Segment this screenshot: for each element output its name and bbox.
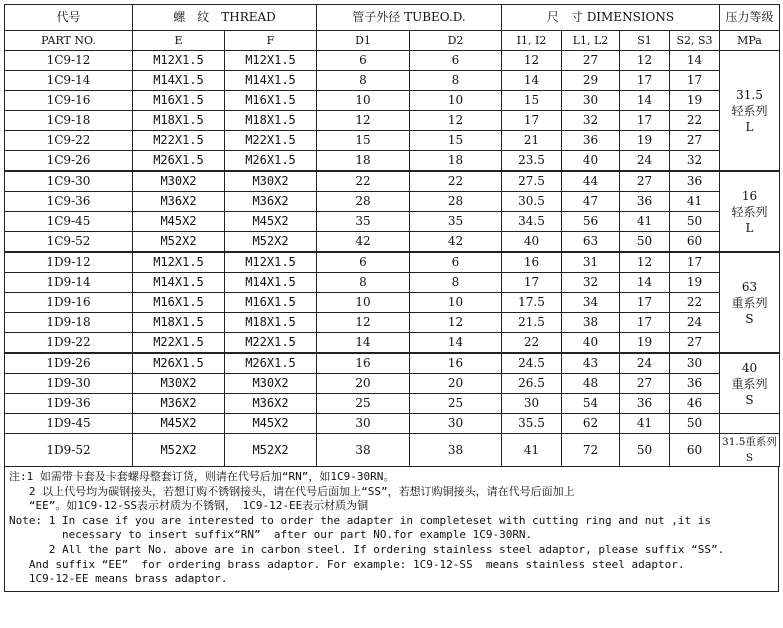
cell-tube-d2: 30 — [410, 414, 502, 434]
table-body — [5, 51, 780, 467]
cell-part-no: 1C9-14 — [5, 71, 133, 91]
cell-dim-i1-i2: 17 — [502, 111, 562, 131]
cell-tube-d1: 18 — [317, 151, 410, 172]
cell-tube-d2: 20 — [410, 374, 502, 394]
cell-dim-l1-l2: 40 — [562, 151, 620, 172]
spec-table — [4, 4, 780, 467]
cell-part-no: 1C9-16 — [5, 91, 133, 111]
cell-dim-l1-l2: 47 — [562, 192, 620, 212]
col-header-s1: S1 — [620, 31, 670, 51]
table-row — [5, 212, 780, 232]
cell-tube-d2: 6 — [410, 51, 502, 71]
cell-tube-d1: 6 — [317, 51, 410, 71]
table-row — [5, 51, 780, 71]
cell-part-no: 1D9-14 — [5, 273, 133, 293]
cell-dim-s2-s3: 50 — [670, 414, 720, 434]
cell-tube-d2: 25 — [410, 394, 502, 414]
cell-thread-f: M30X2 — [225, 171, 317, 192]
cell-thread-f: M45X2 — [225, 212, 317, 232]
cell-dim-s2-s3: 22 — [670, 293, 720, 313]
table-row — [5, 434, 780, 467]
cell-dim-l1-l2: 43 — [562, 353, 620, 374]
cell-dim-i1-i2: 23.5 — [502, 151, 562, 172]
pressure-group-line: S — [745, 311, 754, 326]
cell-part-no: 1C9-45 — [5, 212, 133, 232]
cell-dim-s1: 50 — [620, 232, 670, 253]
cell-tube-d2: 16 — [410, 353, 502, 374]
cell-part-no: 1C9-52 — [5, 232, 133, 253]
cell-thread-f: M12X1.5 — [225, 252, 317, 273]
cell-dim-s1: 17 — [620, 313, 670, 333]
cell-dim-s2-s3: 14 — [670, 51, 720, 71]
cell-tube-d2: 18 — [410, 151, 502, 172]
cell-dim-s1: 41 — [620, 212, 670, 232]
cell-dim-i1-i2: 15 — [502, 91, 562, 111]
cell-tube-d1: 14 — [317, 333, 410, 354]
table-row — [5, 414, 780, 434]
cell-thread-f: M26X1.5 — [225, 151, 317, 172]
table-row — [5, 313, 780, 333]
cell-thread-e: M45X2 — [133, 212, 225, 232]
cell-dim-l1-l2: 44 — [562, 171, 620, 192]
cell-part-no: 1D9-18 — [5, 313, 133, 333]
cell-dim-i1-i2: 26.5 — [502, 374, 562, 394]
pressure-group-cell — [720, 434, 780, 467]
cell-thread-e: M30X2 — [133, 171, 225, 192]
cell-tube-d1: 15 — [317, 131, 410, 151]
table-row — [5, 353, 780, 374]
cell-tube-d2: 10 — [410, 293, 502, 313]
cell-tube-d1: 12 — [317, 313, 410, 333]
cell-dim-s1: 41 — [620, 414, 670, 434]
col-header-code-en: PART NO. — [5, 31, 133, 51]
cell-tube-d1: 38 — [317, 434, 410, 467]
cell-dim-l1-l2: 72 — [562, 434, 620, 467]
cell-tube-d2: 10 — [410, 91, 502, 111]
cell-dim-s1: 27 — [620, 171, 670, 192]
note-line: 1C9-12-EE means brass adaptor. — [9, 572, 228, 586]
table-row — [5, 111, 780, 131]
spec-sheet — [4, 4, 779, 592]
cell-thread-e: M12X1.5 — [133, 51, 225, 71]
cell-dim-i1-i2: 34.5 — [502, 212, 562, 232]
cell-tube-d1: 28 — [317, 192, 410, 212]
table-row — [5, 91, 780, 111]
cell-dim-s2-s3: 50 — [670, 212, 720, 232]
col-header-s2-s3: S2, S3 — [670, 31, 720, 51]
cell-dim-i1-i2: 17 — [502, 273, 562, 293]
pressure-group-cell — [720, 252, 780, 353]
cell-dim-s1: 14 — [620, 273, 670, 293]
cell-dim-s2-s3: 19 — [670, 273, 720, 293]
cell-thread-e: M45X2 — [133, 414, 225, 434]
cell-dim-s2-s3: 41 — [670, 192, 720, 212]
pressure-group-line: 40 — [741, 360, 758, 375]
cell-thread-f: M16X1.5 — [225, 293, 317, 313]
cell-dim-s1: 27 — [620, 374, 670, 394]
cell-dim-i1-i2: 12 — [502, 51, 562, 71]
cell-dim-s2-s3: 36 — [670, 171, 720, 192]
col-header-i1-i2: I1, I2 — [502, 31, 562, 51]
note-line: necessary to insert suffix“RN” after our part NO.for example 1C9-30RN. — [9, 528, 533, 542]
cell-dim-i1-i2: 22 — [502, 333, 562, 354]
cell-tube-d1: 10 — [317, 293, 410, 313]
cell-dim-s1: 12 — [620, 51, 670, 71]
cell-dim-s2-s3: 60 — [670, 232, 720, 253]
cell-tube-d1: 8 — [317, 71, 410, 91]
cell-thread-e: M52X2 — [133, 434, 225, 467]
cell-dim-i1-i2: 27.5 — [502, 171, 562, 192]
table-row — [5, 131, 780, 151]
cell-tube-d2: 22 — [410, 171, 502, 192]
col-header-tube: 管子外径 TUBEO.D. — [317, 5, 502, 31]
pressure-group-line: L — [745, 220, 754, 235]
cell-tube-d2: 6 — [410, 252, 502, 273]
note-line: 注:1 如需带卡套及卡套螺母整套订货，则请在代号后加“RN”，如1C9-30RN。 — [9, 470, 395, 483]
header-row-2 — [5, 31, 780, 51]
table-row — [5, 192, 780, 212]
cell-dim-s2-s3: 19 — [670, 91, 720, 111]
pressure-group-cell — [720, 414, 780, 434]
cell-dim-l1-l2: 63 — [562, 232, 620, 253]
cell-thread-f: M14X1.5 — [225, 273, 317, 293]
cell-tube-d2: 38 — [410, 434, 502, 467]
cell-part-no: 1C9-22 — [5, 131, 133, 151]
cell-tube-d1: 25 — [317, 394, 410, 414]
cell-thread-f: M16X1.5 — [225, 91, 317, 111]
table-row — [5, 171, 780, 192]
table-row — [5, 232, 780, 253]
cell-thread-e: M16X1.5 — [133, 293, 225, 313]
pressure-group-cell — [720, 353, 780, 414]
cell-dim-s1: 12 — [620, 252, 670, 273]
note-line: 2 以上代号均为碳钢接头，若想订购不锈钢接头，请在代号后面加上“SS”，若想订购铜接头，请在代号后面加上 — [9, 484, 575, 498]
cell-part-no: 1C9-26 — [5, 151, 133, 172]
col-header-d2: D2 — [410, 31, 502, 51]
cell-dim-s1: 19 — [620, 131, 670, 151]
cell-tube-d1: 12 — [317, 111, 410, 131]
col-header-dimensions: 尺 寸 DIMENSIONS — [502, 5, 720, 31]
cell-tube-d1: 42 — [317, 232, 410, 253]
col-header-code-cn: 代号 — [5, 5, 133, 31]
cell-dim-s1: 19 — [620, 333, 670, 354]
cell-tube-d2: 15 — [410, 131, 502, 151]
cell-thread-e: M30X2 — [133, 374, 225, 394]
cell-dim-l1-l2: 56 — [562, 212, 620, 232]
cell-tube-d1: 35 — [317, 212, 410, 232]
cell-tube-d2: 42 — [410, 232, 502, 253]
cell-dim-l1-l2: 32 — [562, 111, 620, 131]
cell-dim-s1: 36 — [620, 394, 670, 414]
cell-tube-d2: 12 — [410, 111, 502, 131]
cell-dim-s1: 17 — [620, 111, 670, 131]
cell-thread-f: M18X1.5 — [225, 313, 317, 333]
cell-part-no: 1C9-36 — [5, 192, 133, 212]
col-header-d1: D1 — [317, 31, 410, 51]
col-header-thread: 螺 纹 THREAD — [133, 5, 317, 31]
pressure-group-line: 31.5重系列S — [722, 436, 777, 464]
cell-thread-e: M18X1.5 — [133, 111, 225, 131]
cell-tube-d2: 8 — [410, 273, 502, 293]
cell-dim-s1: 50 — [620, 434, 670, 467]
cell-part-no: 1D9-30 — [5, 374, 133, 394]
cell-tube-d1: 10 — [317, 91, 410, 111]
cell-dim-s2-s3: 32 — [670, 151, 720, 172]
cell-thread-e: M52X2 — [133, 232, 225, 253]
pressure-group-line: 重系列 — [731, 376, 768, 391]
cell-dim-i1-i2: 17.5 — [502, 293, 562, 313]
cell-tube-d1: 30 — [317, 414, 410, 434]
cell-dim-l1-l2: 27 — [562, 51, 620, 71]
cell-thread-e: M14X1.5 — [133, 71, 225, 91]
cell-tube-d2: 8 — [410, 71, 502, 91]
cell-tube-d2: 35 — [410, 212, 502, 232]
table-row — [5, 273, 780, 293]
col-header-l1-l2: L1, L2 — [562, 31, 620, 51]
cell-part-no: 1D9-52 — [5, 434, 133, 467]
note-line: And suffix “EE” for ordering brass adaptor. For example: 1C9-12-SS means stainless steel adaptor. — [9, 557, 685, 571]
pressure-group-line: L — [745, 119, 754, 134]
cell-tube-d2: 28 — [410, 192, 502, 212]
cell-dim-s1: 24 — [620, 151, 670, 172]
pressure-group-line: S — [745, 392, 754, 407]
cell-thread-e: M22X1.5 — [133, 333, 225, 354]
cell-dim-l1-l2: 40 — [562, 333, 620, 354]
cell-part-no: 1D9-22 — [5, 333, 133, 354]
pressure-group-line: 63 — [741, 279, 758, 294]
cell-part-no: 1D9-36 — [5, 394, 133, 414]
cell-dim-l1-l2: 54 — [562, 394, 620, 414]
header-row-1 — [5, 5, 780, 31]
cell-thread-f: M22X1.5 — [225, 333, 317, 354]
cell-dim-s2-s3: 24 — [670, 313, 720, 333]
cell-part-no: 1C9-30 — [5, 171, 133, 192]
cell-dim-s1: 17 — [620, 293, 670, 313]
cell-part-no: 1C9-18 — [5, 111, 133, 131]
col-header-pressure-unit: MPa — [720, 31, 780, 51]
cell-dim-s1: 17 — [620, 71, 670, 91]
table-row — [5, 374, 780, 394]
cell-dim-s2-s3: 30 — [670, 353, 720, 374]
table-row — [5, 151, 780, 172]
cell-dim-i1-i2: 41 — [502, 434, 562, 467]
pressure-group-cell — [720, 51, 780, 172]
cell-thread-e: M16X1.5 — [133, 91, 225, 111]
cell-tube-d1: 22 — [317, 171, 410, 192]
cell-dim-i1-i2: 21.5 — [502, 313, 562, 333]
cell-thread-f: M45X2 — [225, 414, 317, 434]
cell-dim-s2-s3: 17 — [670, 252, 720, 273]
cell-thread-f: M36X2 — [225, 192, 317, 212]
cell-dim-i1-i2: 16 — [502, 252, 562, 273]
cell-dim-i1-i2: 30 — [502, 394, 562, 414]
cell-dim-l1-l2: 38 — [562, 313, 620, 333]
cell-dim-s1: 14 — [620, 91, 670, 111]
cell-dim-l1-l2: 32 — [562, 273, 620, 293]
pressure-group-cell — [720, 171, 780, 252]
pressure-group-line: 31.5 — [736, 87, 763, 102]
cell-dim-s2-s3: 60 — [670, 434, 720, 467]
cell-thread-f: M12X1.5 — [225, 51, 317, 71]
cell-dim-i1-i2: 30.5 — [502, 192, 562, 212]
note-line: 2 All the part No. above are in carbon steel. If ordering stainless steel adaptor, please suffix “SS”. — [9, 542, 725, 556]
cell-thread-f: M22X1.5 — [225, 131, 317, 151]
cell-thread-f: M26X1.5 — [225, 353, 317, 374]
pressure-group-line: 轻系列 — [731, 204, 768, 219]
cell-thread-e: M22X1.5 — [133, 131, 225, 151]
cell-dim-s2-s3: 27 — [670, 333, 720, 354]
cell-dim-l1-l2: 31 — [562, 252, 620, 273]
cell-thread-f: M14X1.5 — [225, 71, 317, 91]
cell-thread-f: M18X1.5 — [225, 111, 317, 131]
table-row — [5, 333, 780, 354]
table-row — [5, 71, 780, 91]
cell-thread-f: M36X2 — [225, 394, 317, 414]
cell-dim-l1-l2: 29 — [562, 71, 620, 91]
cell-tube-d1: 16 — [317, 353, 410, 374]
note-line: “EE”。如1C9-12-SS表示材质为不锈钢， 1C9-12-EE表示材质为铜 — [9, 499, 369, 513]
cell-dim-i1-i2: 35.5 — [502, 414, 562, 434]
table-row — [5, 252, 780, 273]
cell-tube-d1: 20 — [317, 374, 410, 394]
pressure-group-line: 轻系列 — [731, 103, 768, 118]
cell-dim-s2-s3: 27 — [670, 131, 720, 151]
cell-dim-s2-s3: 17 — [670, 71, 720, 91]
cell-tube-d1: 6 — [317, 252, 410, 273]
cell-thread-e: M12X1.5 — [133, 252, 225, 273]
pressure-group-line: 16 — [741, 188, 758, 203]
cell-tube-d2: 12 — [410, 313, 502, 333]
cell-part-no: 1D9-16 — [5, 293, 133, 313]
cell-dim-l1-l2: 30 — [562, 91, 620, 111]
table-row — [5, 394, 780, 414]
col-header-f: F — [225, 31, 317, 51]
cell-part-no: 1D9-45 — [5, 414, 133, 434]
notes-section — [4, 467, 779, 592]
cell-thread-e: M14X1.5 — [133, 273, 225, 293]
cell-dim-l1-l2: 48 — [562, 374, 620, 394]
cell-thread-e: M26X1.5 — [133, 353, 225, 374]
cell-dim-l1-l2: 34 — [562, 293, 620, 313]
cell-tube-d1: 8 — [317, 273, 410, 293]
cell-part-no: 1D9-26 — [5, 353, 133, 374]
cell-part-no: 1D9-12 — [5, 252, 133, 273]
cell-dim-i1-i2: 24.5 — [502, 353, 562, 374]
cell-dim-s2-s3: 36 — [670, 374, 720, 394]
cell-thread-e: M18X1.5 — [133, 313, 225, 333]
note-line: Note: 1 In case if you are interested to order the adapter in completeset with cutting ring and nut ,it is — [9, 513, 711, 527]
cell-thread-e: M36X2 — [133, 394, 225, 414]
cell-dim-s1: 24 — [620, 353, 670, 374]
cell-dim-l1-l2: 62 — [562, 414, 620, 434]
pressure-group-line: 重系列 — [731, 295, 768, 310]
cell-dim-i1-i2: 40 — [502, 232, 562, 253]
col-header-pressure-cn: 压力等级 — [720, 5, 780, 31]
cell-thread-f: M30X2 — [225, 374, 317, 394]
cell-dim-i1-i2: 21 — [502, 131, 562, 151]
cell-dim-l1-l2: 36 — [562, 131, 620, 151]
cell-dim-s2-s3: 22 — [670, 111, 720, 131]
col-header-e: E — [133, 31, 225, 51]
cell-thread-f: M52X2 — [225, 232, 317, 253]
cell-dim-i1-i2: 14 — [502, 71, 562, 91]
cell-thread-f: M52X2 — [225, 434, 317, 467]
cell-part-no: 1C9-12 — [5, 51, 133, 71]
cell-tube-d2: 14 — [410, 333, 502, 354]
cell-dim-s2-s3: 46 — [670, 394, 720, 414]
cell-dim-s1: 36 — [620, 192, 670, 212]
table-row — [5, 293, 780, 313]
cell-thread-e: M26X1.5 — [133, 151, 225, 172]
cell-thread-e: M36X2 — [133, 192, 225, 212]
